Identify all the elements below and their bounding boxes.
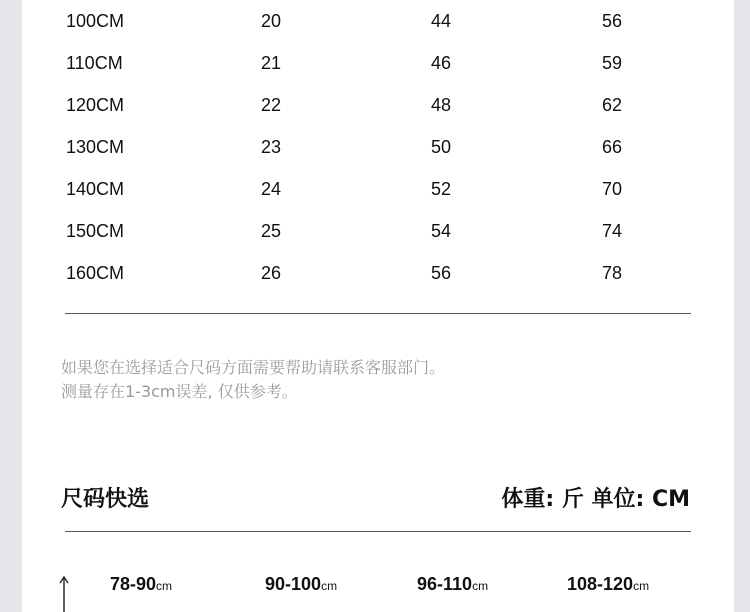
table-row — [66, 210, 706, 252]
table-cell: 70 — [602, 179, 623, 199]
range-value: 90-100 — [265, 574, 322, 594]
range-value: 108-120 — [567, 574, 634, 594]
table-cell: 120CM — [66, 95, 125, 115]
table-cell: 140CM — [66, 179, 125, 199]
range-value: 96-110 — [417, 574, 473, 594]
size-chart-card — [22, 0, 734, 612]
range-unit: cm — [156, 579, 173, 593]
table-cell: 21 — [261, 53, 282, 73]
table-cell: 110CM — [66, 53, 123, 73]
range-option-4[interactable] — [567, 574, 649, 595]
table-cell: 66 — [602, 137, 623, 157]
table-cell: 52 — [431, 179, 452, 199]
quick-select-title: 尺码快选 — [61, 487, 150, 512]
table-cell: 46 — [431, 53, 452, 73]
table-divider — [65, 313, 691, 314]
range-unit: cm — [633, 579, 650, 593]
table-cell: 130CM — [66, 137, 125, 157]
table-row — [66, 0, 706, 42]
table-cell: 20 — [261, 11, 282, 31]
table-cell: 24 — [261, 179, 282, 199]
table-row — [66, 42, 706, 84]
table-cell: 26 — [261, 263, 282, 283]
table-row — [66, 126, 706, 168]
table-cell: 48 — [431, 95, 452, 115]
range-unit: cm — [321, 579, 338, 593]
range-option-2[interactable] — [265, 574, 337, 595]
table-cell: 44 — [431, 11, 452, 31]
help-note: 如果您在选择适合尺码方面需要帮助请联系客服部门。 — [61, 358, 446, 377]
table-cell: 78 — [602, 263, 623, 283]
error-note: 测量存在1-3cm误差, 仅供参考。 — [61, 382, 298, 401]
table-row — [66, 168, 706, 210]
table-cell: 100CM — [66, 11, 125, 31]
range-value: 78-90 — [110, 574, 157, 594]
range-option-1[interactable] — [110, 574, 172, 595]
table-cell: 56 — [602, 11, 623, 31]
table-row — [66, 252, 706, 294]
table-cell: 74 — [602, 221, 623, 241]
range-unit: cm — [472, 579, 489, 593]
range-option-3[interactable] — [417, 574, 488, 595]
table-cell: 62 — [602, 95, 623, 115]
table-cell: 25 — [261, 221, 282, 241]
table-cell: 50 — [431, 137, 452, 157]
table-row — [66, 84, 706, 126]
table-cell: 59 — [602, 53, 623, 73]
table-cell: 54 — [431, 221, 452, 241]
table-cell: 22 — [261, 95, 282, 115]
table-cell: 160CM — [66, 263, 125, 283]
section-divider — [65, 531, 691, 532]
table-cell: 23 — [261, 137, 282, 157]
table-cell: 56 — [431, 263, 452, 283]
table-cell: 150CM — [66, 221, 125, 241]
up-arrow-icon — [58, 575, 70, 612]
weight-unit-label: 体重: 斤 单位: CM — [501, 487, 690, 512]
